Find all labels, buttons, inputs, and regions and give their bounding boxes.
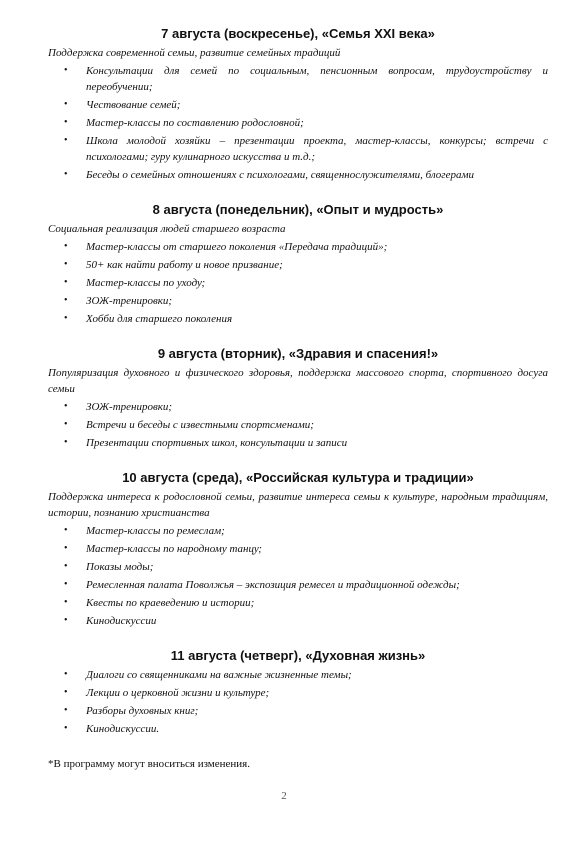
bullet-icon: •: [64, 615, 68, 626]
bullet-icon: •: [64, 65, 68, 76]
activity-item: [48, 435, 548, 451]
activity-item: [48, 559, 548, 575]
bullet-icon: •: [64, 561, 68, 572]
activity-list: [48, 399, 548, 451]
activity-item: [48, 257, 548, 273]
activity-text: Мастер-классы по составлению родословной;: [86, 117, 304, 129]
bullet-icon: •: [64, 259, 68, 270]
footnote: *В программу могут вноситься изменения.: [48, 758, 250, 770]
activity-item: [48, 417, 548, 433]
bullet-icon: •: [64, 669, 68, 680]
activity-text: Ремесленная палата Поволжья – экспозиция ремесел и традиционной одежды;: [86, 579, 460, 591]
activity-text: Мастер-классы от старшего поколения «Передача традиций»;: [86, 241, 388, 253]
activity-text: Мастер-классы по народному танцу;: [86, 543, 262, 555]
bullet-icon: •: [64, 597, 68, 608]
activity-text: ЗОЖ-тренировки;: [86, 401, 173, 413]
activity-item: [48, 541, 548, 557]
activity-item: [48, 239, 548, 255]
activity-list: [48, 523, 548, 629]
activity-list: [48, 239, 548, 327]
program-day-section: [48, 202, 548, 327]
program-day-section: [48, 346, 548, 451]
activity-item: [48, 703, 548, 719]
activity-text: 50+ как найти работу и новое призвание;: [86, 259, 283, 271]
day-title: 10 августа (среда), «Российская культура и традиции»: [122, 470, 474, 485]
activity-item: [48, 167, 548, 183]
activity-text: Чествование семей;: [86, 99, 181, 111]
program-day-section: [48, 648, 548, 737]
activity-text: Консультации для семей по социальным, пенсионным вопросам, трудоустройству и переобучении;: [86, 65, 548, 93]
activity-text: Лекции о церковной жизни и культуре;: [86, 687, 270, 699]
activity-text: Кинодискуссии: [86, 615, 157, 627]
activity-text: Беседы о семейных отношениях с психологами, священнослужителями, блогерами: [86, 169, 474, 181]
activity-item: [48, 97, 548, 113]
activity-list: [48, 667, 548, 737]
activity-item: [48, 311, 548, 327]
bullet-icon: •: [64, 723, 68, 734]
program-day-section: [48, 26, 548, 183]
activity-item: [48, 721, 548, 737]
activity-item: [48, 685, 548, 701]
day-title: 7 августа (воскресенье), «Семья XXI века»: [161, 26, 435, 41]
activity-text: Кинодискуссии.: [86, 723, 160, 735]
bullet-icon: •: [64, 117, 68, 128]
activity-text: ЗОЖ-тренировки;: [86, 295, 173, 307]
day-subtitle: Поддержка интереса к родословной семьи, развитие интереса семьи к культуре, народным традициям, истории, познанию христианства: [48, 491, 548, 519]
bullet-icon: •: [64, 579, 68, 590]
bullet-icon: •: [64, 135, 68, 146]
day-subtitle: Социальная реализация людей старшего возраста: [48, 223, 286, 235]
day-title: 9 августа (вторник), «Здравия и спасения!»: [157, 346, 439, 361]
activity-item: [48, 613, 548, 629]
day-title: 8 августа (понедельник), «Опыт и мудрость»: [152, 202, 444, 217]
bullet-icon: •: [64, 437, 68, 448]
bullet-icon: •: [64, 313, 68, 324]
activity-item: [48, 115, 548, 131]
activity-item: [48, 577, 548, 593]
activity-text: Хобби для старшего поколения: [86, 313, 233, 325]
bullet-icon: •: [64, 543, 68, 554]
bullet-icon: •: [64, 277, 68, 288]
activity-text: Мастер-классы по ремеслам;: [86, 525, 225, 537]
activity-text: Квесты по краеведению и истории;: [86, 597, 255, 609]
activity-text: Презентации спортивных школ, консультации и записи: [86, 437, 348, 449]
activity-text: Встречи и беседы с известными спортсменами;: [86, 419, 314, 431]
bullet-icon: •: [64, 295, 68, 306]
bullet-icon: •: [64, 525, 68, 536]
bullet-icon: •: [64, 99, 68, 110]
activity-list: [48, 63, 548, 183]
bullet-icon: •: [64, 169, 68, 180]
activity-item: [48, 133, 548, 165]
bullet-icon: •: [64, 241, 68, 252]
activity-item: [48, 523, 548, 539]
activity-item: [48, 275, 548, 291]
activity-item: [48, 63, 548, 95]
activity-item: [48, 293, 548, 309]
program-content: [48, 26, 548, 756]
activity-text: Мастер-классы по уходу;: [86, 277, 206, 289]
activity-text: Диалоги со священниками на важные жизненные темы;: [86, 669, 352, 681]
day-subtitle: Поддержка современной семьи, развитие семейных традиций: [48, 47, 341, 59]
bullet-icon: •: [64, 401, 68, 412]
activity-text: Школа молодой хозяйки – презентации проекта, мастер-классы, конкурсы; встречи с психологами; гуру кулинарного искусства и т.д.;: [86, 135, 548, 163]
bullet-icon: •: [64, 705, 68, 716]
day-title: 11 августа (четверг), «Духовная жизнь»: [170, 648, 426, 663]
activity-text: Показы моды;: [86, 561, 154, 573]
bullet-icon: •: [64, 419, 68, 430]
program-day-section: [48, 470, 548, 629]
day-subtitle: Популяризация духовного и физического здоровья, поддержка массового спорта, спортивного досуга семьи: [48, 367, 548, 395]
activity-item: [48, 595, 548, 611]
activity-item: [48, 667, 548, 683]
activity-item: [48, 399, 548, 415]
bullet-icon: •: [64, 687, 68, 698]
page-number: 2: [281, 790, 287, 802]
activity-text: Разборы духовных книг;: [86, 705, 199, 717]
